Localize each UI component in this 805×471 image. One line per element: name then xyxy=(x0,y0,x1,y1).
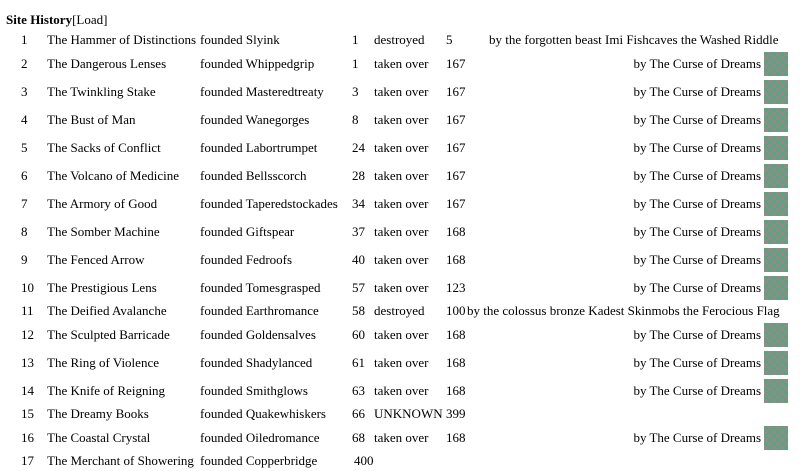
civ-banner-icon xyxy=(764,136,788,160)
row-number: 9 xyxy=(21,252,28,267)
civ-banner-icon xyxy=(764,164,788,188)
taken-by-text: by The Curse of Dreams xyxy=(633,84,761,99)
artifact-name: The Dangerous Lenses xyxy=(47,56,167,71)
site-founded-event: founded Shadylanced xyxy=(200,355,313,370)
status-text: taken over xyxy=(374,84,429,99)
civ-banner-icon xyxy=(764,323,788,347)
site-founded-event: founded Smithglows xyxy=(200,383,308,398)
list-item xyxy=(0,353,805,373)
population-value: 168 xyxy=(446,252,466,267)
status-text: taken over xyxy=(374,140,429,155)
site-founded-event: founded Taperedstockades xyxy=(200,196,338,211)
row-number: 7 xyxy=(21,196,28,211)
artifact-name: The Sculpted Barricade xyxy=(47,327,170,342)
population-value: 168 xyxy=(446,327,466,342)
year-value: 63 xyxy=(352,383,365,398)
civ-banner-icon xyxy=(764,108,788,132)
year-value: 37 xyxy=(352,224,365,239)
taken-by-text: by The Curse of Dreams xyxy=(633,140,761,155)
list-item xyxy=(0,451,805,471)
year-value: 68 xyxy=(352,430,365,445)
artifact-name: The Volcano of Medicine xyxy=(47,168,180,183)
artifact-name: The Sacks of Conflict xyxy=(47,140,161,155)
year-value: 58 xyxy=(352,303,365,318)
site-founded-event: founded Oiledromance xyxy=(200,430,320,445)
taken-by-text: by the colossus bronze Kadest Skinmobs the Ferocious Flag xyxy=(467,303,780,318)
population-value: 168 xyxy=(446,383,466,398)
artifact-name: The Fenced Arrow xyxy=(47,252,145,267)
site-founded-event: founded Bellsscorch xyxy=(200,168,307,183)
population-value: 167 xyxy=(446,112,466,127)
row-number: 6 xyxy=(21,168,28,183)
site-founded-event: founded Earthromance xyxy=(200,303,319,318)
taken-by-text: by The Curse of Dreams xyxy=(633,224,761,239)
list-item xyxy=(0,30,805,50)
status-text: taken over xyxy=(374,196,429,211)
list-item xyxy=(0,381,805,401)
taken-by-text: by the forgotten beast Imi Fishcaves the Washed Riddle xyxy=(489,32,779,47)
status-text: taken over xyxy=(374,252,429,267)
year-value: 57 xyxy=(352,280,365,295)
row-number: 10 xyxy=(21,280,34,295)
row-number: 13 xyxy=(21,355,34,370)
population-value: 167 xyxy=(446,56,466,71)
status-text: taken over xyxy=(374,327,429,342)
population-value: 123 xyxy=(446,280,466,295)
artifact-name: The Deified Avalanche xyxy=(47,303,167,318)
artifact-name: The Hammer of Distinctions xyxy=(47,32,197,47)
site-founded-event: founded Masteredtreaty xyxy=(200,84,324,99)
row-number: 1 xyxy=(21,32,28,47)
artifact-name: The Twinkling Stake xyxy=(47,84,156,99)
artifact-name: The Dreamy Books xyxy=(47,406,149,421)
civ-banner-icon xyxy=(764,276,788,300)
list-item xyxy=(0,325,805,345)
year-value: 8 xyxy=(352,112,359,127)
list-item xyxy=(0,82,805,102)
population-value: 168 xyxy=(446,355,466,370)
year-value: 3 xyxy=(352,84,359,99)
status-text: taken over xyxy=(374,430,429,445)
row-number: 3 xyxy=(21,84,28,99)
population-value: 5 xyxy=(446,32,453,47)
civ-banner-icon xyxy=(764,52,788,76)
status-text: taken over xyxy=(374,224,429,239)
site-founded-event: founded Labortrumpet xyxy=(200,140,318,155)
population-value: 167 xyxy=(446,168,466,183)
artifact-name: The Somber Machine xyxy=(47,224,160,239)
civ-banner-icon xyxy=(764,426,788,450)
status-text: taken over xyxy=(374,112,429,127)
taken-by-text: by The Curse of Dreams xyxy=(633,355,761,370)
year-value: 24 xyxy=(352,140,365,155)
year-value: 34 xyxy=(352,196,365,211)
population-value: 100 xyxy=(446,303,466,318)
artifact-name: The Prestigious Lens xyxy=(47,280,157,295)
status-text: destroyed xyxy=(374,32,425,47)
population-value: 399 xyxy=(446,406,466,421)
page-title: Site History xyxy=(6,12,73,27)
row-number: 17 xyxy=(21,453,34,468)
taken-by-text: by The Curse of Dreams xyxy=(633,383,761,398)
artifact-name: The Merchant of Showering xyxy=(47,453,194,468)
year-value: 66 xyxy=(352,406,365,421)
artifact-name: The Armory of Good xyxy=(47,196,158,211)
list-item xyxy=(0,110,805,130)
status-text: destroyed xyxy=(374,303,425,318)
list-item xyxy=(0,138,805,158)
site-founded-event: founded Wanegorges xyxy=(200,112,310,127)
taken-by-text: by The Curse of Dreams xyxy=(633,327,761,342)
list-item xyxy=(0,428,805,448)
list-item xyxy=(0,222,805,242)
row-number: 12 xyxy=(21,327,34,342)
artifact-name: The Ring of Violence xyxy=(47,355,159,370)
row-number: 11 xyxy=(21,303,34,318)
list-item xyxy=(0,250,805,270)
taken-by-text: by The Curse of Dreams xyxy=(633,112,761,127)
artifact-name: The Coastal Crystal xyxy=(47,430,151,445)
status-text: taken over xyxy=(374,355,429,370)
status-text: taken over xyxy=(374,383,429,398)
taken-by-text: by The Curse of Dreams xyxy=(633,56,761,71)
row-number: 4 xyxy=(21,112,28,127)
population-value: 168 xyxy=(446,224,466,239)
taken-by-text: by The Curse of Dreams xyxy=(633,168,761,183)
status-text: UNKNOWN xyxy=(374,406,443,421)
civ-banner-icon xyxy=(764,379,788,403)
site-founded-event: founded Whippedgrip xyxy=(200,56,315,71)
status-text: taken over xyxy=(374,56,429,71)
row-number: 16 xyxy=(21,430,34,445)
list-item xyxy=(0,301,805,321)
year-value: 61 xyxy=(352,355,365,370)
row-number: 8 xyxy=(21,224,28,239)
status-text: taken over xyxy=(374,280,429,295)
civ-banner-icon xyxy=(764,192,788,216)
site-founded-event: founded Slyink xyxy=(200,32,280,47)
civ-banner-icon xyxy=(764,351,788,375)
year-value: 60 xyxy=(352,327,365,342)
status-text: taken over xyxy=(374,168,429,183)
population-value: 167 xyxy=(446,196,466,211)
site-founded-event: founded Giftspear xyxy=(200,224,295,239)
civ-banner-icon xyxy=(764,248,788,272)
list-item xyxy=(0,194,805,214)
site-history-header xyxy=(6,12,107,28)
list-item xyxy=(0,278,805,298)
civ-banner-icon xyxy=(764,220,788,244)
row-number: 14 xyxy=(21,383,34,398)
civ-banner-icon xyxy=(764,80,788,104)
population-value: 167 xyxy=(446,140,466,155)
population-value: 167 xyxy=(446,84,466,99)
row-number: 5 xyxy=(21,140,28,155)
load-link[interactable]: [Load] xyxy=(72,12,108,27)
year-value: 400 xyxy=(354,453,374,468)
taken-by-text: by The Curse of Dreams xyxy=(633,196,761,211)
year-value: 1 xyxy=(352,56,359,71)
site-founded-event: founded Quakewhiskers xyxy=(200,406,326,421)
year-value: 28 xyxy=(352,168,365,183)
site-founded-event: founded Fedroofs xyxy=(200,252,293,267)
taken-by-text: by The Curse of Dreams xyxy=(633,430,761,445)
year-value: 40 xyxy=(352,252,365,267)
site-founded-event: founded Tomesgrasped xyxy=(200,280,321,295)
year-value: 1 xyxy=(352,32,359,47)
taken-by-text: by The Curse of Dreams xyxy=(633,252,761,267)
taken-by-text: by The Curse of Dreams xyxy=(633,280,761,295)
artifact-name: The Knife of Reigning xyxy=(47,383,166,398)
list-item xyxy=(0,166,805,186)
list-item xyxy=(0,404,805,424)
row-number: 15 xyxy=(21,406,34,421)
population-value: 168 xyxy=(446,430,466,445)
site-founded-event: founded Goldensalves xyxy=(200,327,316,342)
site-founded-event: founded Copperbridge xyxy=(200,453,318,468)
artifact-name: The Bust of Man xyxy=(47,112,136,127)
row-number: 2 xyxy=(21,56,28,71)
list-item xyxy=(0,54,805,74)
